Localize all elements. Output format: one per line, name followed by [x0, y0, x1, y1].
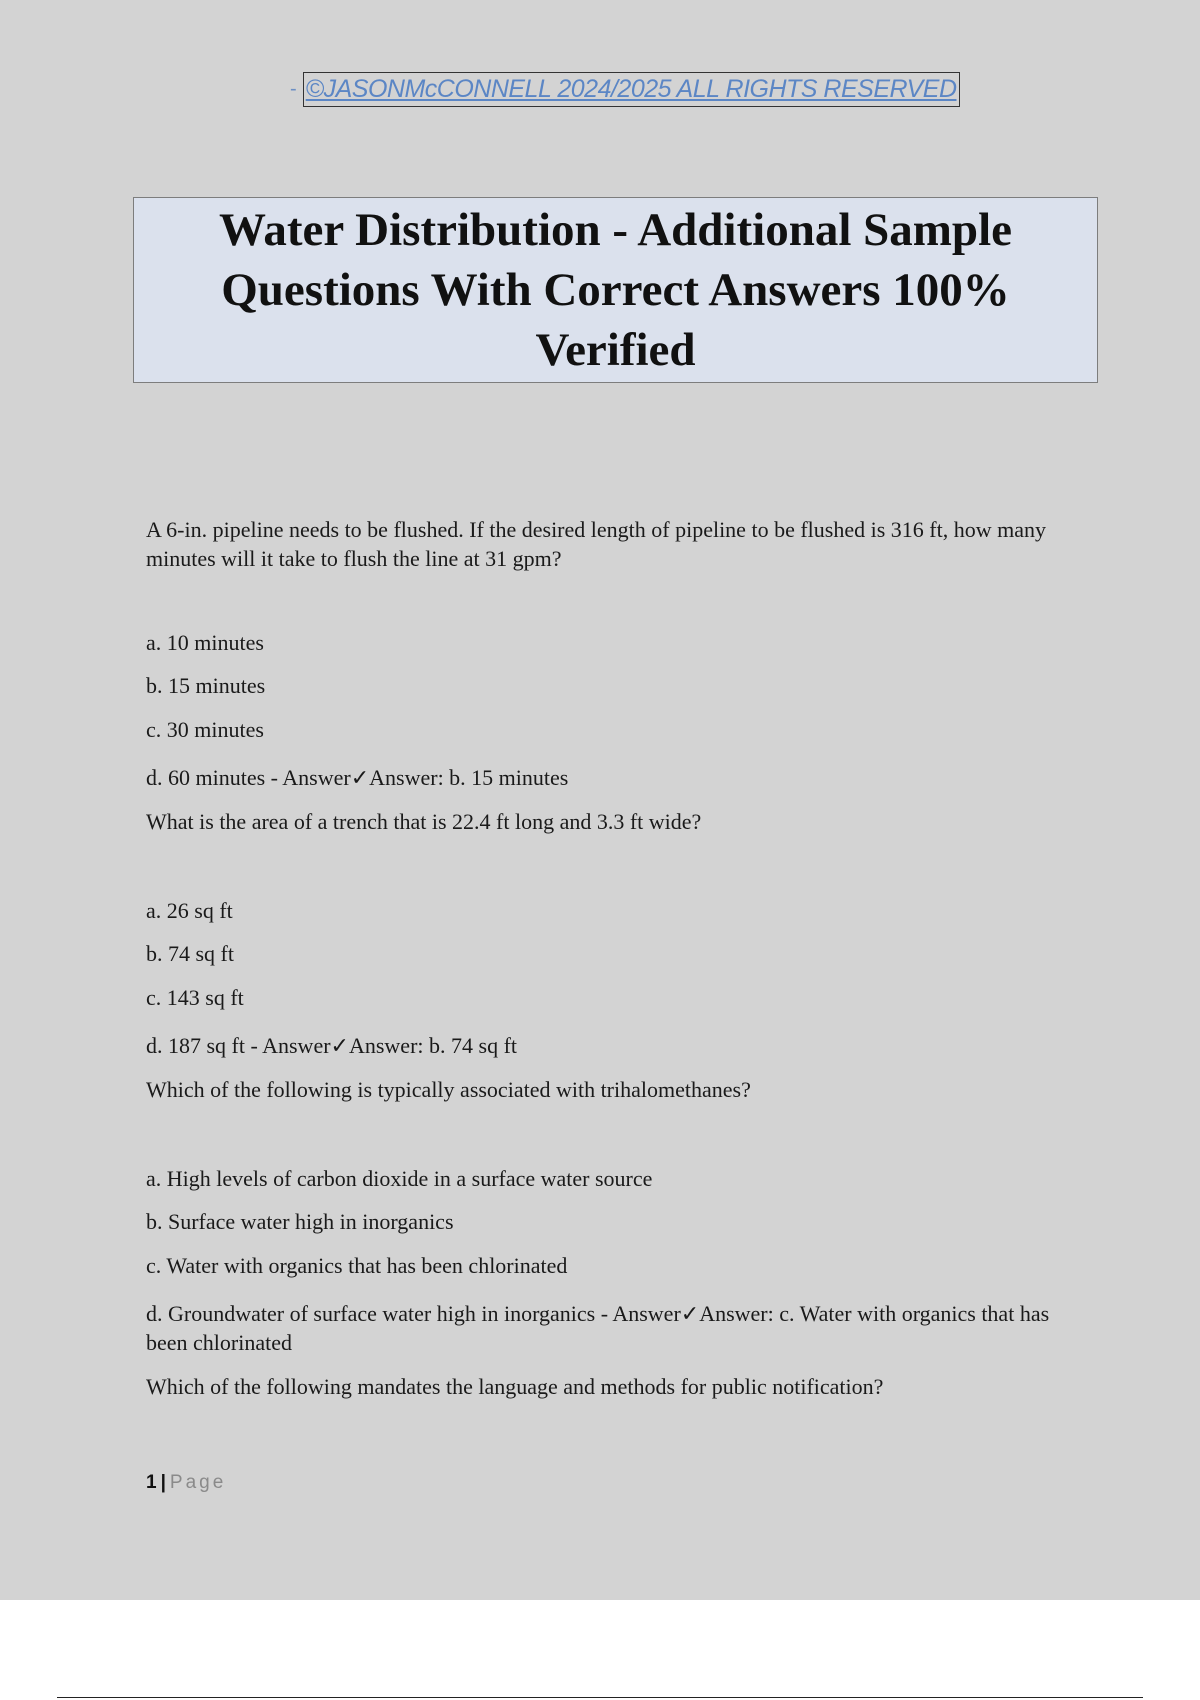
- option-b: b. 74 sq ft: [146, 941, 234, 966]
- options-list: [146, 1164, 1086, 1357]
- question-text: Which of the following mandates the language and methods for public notification?: [146, 1374, 884, 1399]
- page-number: 1: [146, 1472, 157, 1493]
- question-block: [146, 807, 1086, 1060]
- option-c: c. 143 sq ft: [146, 985, 244, 1010]
- option-d-answer: d. 187 sq ft - Answer✓Answer: b. 74 sq ft: [146, 1033, 518, 1058]
- option-c: c. 30 minutes: [146, 717, 264, 742]
- question-block: [146, 1075, 1086, 1357]
- copyright-notice: ©JASONMcCONNELL 2024/2025 ALL RIGHTS RESERVED: [303, 72, 960, 107]
- option-c: c. Water with organics that has been chlorinated: [146, 1253, 568, 1278]
- question-text: What is the area of a trench that is 22.4 ft long and 3.3 ft wide?: [146, 809, 702, 834]
- option-b: b. 15 minutes: [146, 673, 266, 698]
- bottom-divider: [57, 1697, 1143, 1698]
- page-label: Page: [169, 1472, 227, 1493]
- option-d-answer: d. Groundwater of surface water high in inorganics - Answer✓Answer: c. Water with organics that has been chlorinated: [146, 1301, 1050, 1355]
- option-a: a. 10 minutes: [146, 630, 264, 655]
- option-a: a. High levels of carbon dioxide in a surface water source: [146, 1166, 653, 1191]
- option-b: b. Surface water high in inorganics: [146, 1209, 454, 1234]
- document-title: Water Distribution - Additional Sample Questions With Correct Answers 100% Verified: [218, 204, 1012, 376]
- copyright-dot: -: [290, 78, 297, 100]
- page-footer: [146, 1472, 226, 1494]
- options-list: [146, 896, 1086, 1060]
- questions-content: [146, 515, 1086, 1401]
- title-box: [133, 197, 1098, 383]
- option-d-answer: d. 60 minutes - Answer✓Answer: b. 15 minutes: [146, 765, 569, 790]
- question-block: [146, 1372, 1086, 1401]
- question-text: A 6-in. pipeline needs to be flushed. If the desired length of pipeline to be flushed is 316 ft, how many minutes will it take to flush the line at 31 gpm?: [146, 517, 1046, 571]
- option-a: a. 26 sq ft: [146, 898, 233, 923]
- footer-separator: |: [160, 1472, 166, 1493]
- copyright-header: [290, 72, 960, 107]
- question-block: [146, 515, 1086, 792]
- options-list: [146, 628, 1086, 792]
- question-text: Which of the following is typically associated with trihalomethanes?: [146, 1077, 751, 1102]
